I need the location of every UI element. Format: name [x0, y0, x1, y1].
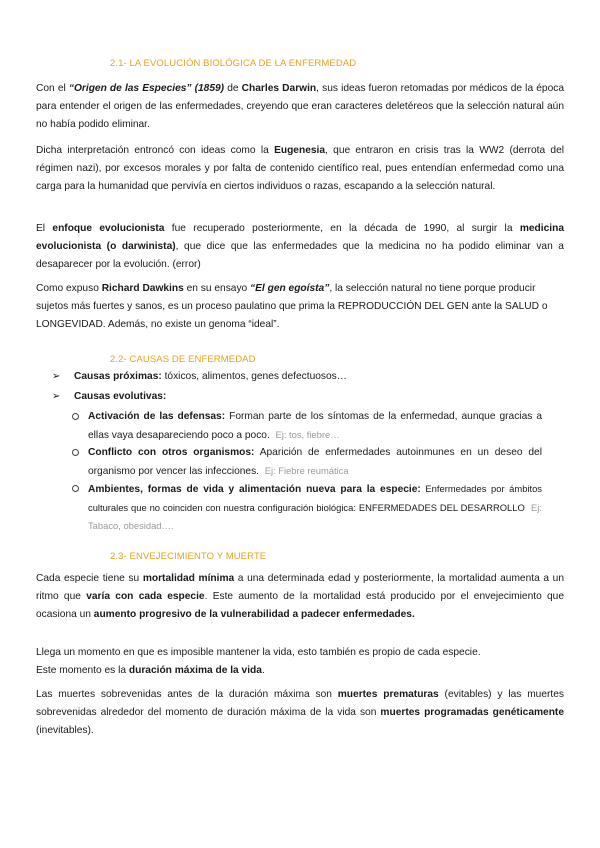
bold-text: muertes programadas genéticamente [380, 707, 564, 718]
text: (evitables) y las muertes sobrevenidas alrededor del momento de duración máxima de la vida son [36, 689, 564, 718]
bold-text: muertes prematuras [337, 689, 439, 700]
bold-text: “El gen egoísta” [250, 283, 330, 294]
text: en su ensayo [183, 283, 251, 294]
bullet-causas-proximas [52, 368, 347, 386]
text: Este momento es la [36, 665, 129, 676]
text: Cada especie tiene su [36, 573, 143, 584]
section-heading-evolucion: 2.1- LA EVOLUCIÓN BIOLÓGICA DE LA ENFERMEDAD [110, 58, 357, 69]
example-text: Ej: Fiebre reumática [264, 464, 349, 476]
bold-text: medicina evolucionista (o darwinista) [36, 223, 564, 252]
bold-text: Ambientes, formas de vida y alimentación nueva para la especie: [88, 484, 421, 495]
bold-text: aumento progresivo de la vulnerabilidad a padecer enfermedades. [93, 609, 415, 620]
bold-text: Charles Darwin [241, 83, 317, 94]
text: Dicha interpretación entroncó con ideas como la [36, 145, 275, 156]
text: , que entraron en crisis tras la WW2 (derrota del régimen nazi), por excesos morales y por falta de contenido científico real, pues entendían enfermedad como una carga para la humanidad que pervivía en ciertos individuos o razas, escapando a la selección natural. [36, 145, 564, 192]
text: , la selección natural no tiene porque producir sujetos más fuertes y sanos, es un proceso paulatino que prima la REPRODUCCIÓN DEL GEN ante la SALUD o LONGEVIDAD. Además, no existe un genoma “ideal”. [36, 283, 548, 330]
text: Enfermedades por ámbitos culturales que no coinciden con nuestra configuración biológica: ENFERMEDADES DEL DESARROLLO [88, 483, 542, 513]
section-heading-envejecimiento: 2.3- ENVEJECIMIENTO Y MUERTE [110, 551, 267, 562]
text: , que dice que las enfermedades que la medicina no ha podido eliminar van a desaparecer por la evolución. (error) [36, 241, 564, 270]
paragraph-duracion-maxima [36, 644, 564, 680]
text: . Este aumento de la mortalidad está producido por el envejecimiento que ocasiona un [36, 591, 565, 620]
bold-text: mortalidad mínima [142, 573, 235, 584]
text: de [224, 83, 242, 94]
bold-text: varía con cada especie [86, 591, 205, 602]
paragraph-enfoque-evolucionista [36, 220, 564, 274]
bold-text: Causas próximas: [74, 371, 162, 382]
bold-text: duración máxima de la vida [128, 665, 262, 676]
sub-item-ambientes [88, 480, 542, 536]
bold-text: Eugenesia [274, 145, 326, 156]
paragraph-mortalidad [36, 570, 564, 624]
text: Llega un momento en que es imposible mantener la vida, esto también es propio de cada especie. [36, 647, 481, 658]
paragraph-muertes [36, 686, 564, 740]
arrow-bullet-icon: ➢ [52, 391, 61, 402]
circle-bullet-icon [72, 485, 79, 492]
text: (inevitables). [36, 725, 94, 736]
paragraph-darwin [36, 80, 564, 134]
text: Las muertes sobrevenidas antes de la duración máxima son [36, 689, 338, 700]
text: , sus ideas fueron retomadas por médicos de la época para entender el origen de las enfermedades, creyendo que eran caracteres deletéreos que la selección natural aún no había podido eliminar. [36, 83, 564, 130]
text: tóxicos, alimentos, genes defectuosos… [161, 371, 347, 382]
bullet-causas-evolutivas [52, 388, 166, 406]
sub-item-conflicto [88, 444, 542, 480]
text: a una determinada edad y posteriormente, la mortalidad aumenta a un ritmo que [36, 573, 564, 602]
bold-text: enfoque evolucionista [52, 223, 165, 234]
bold-text: Conflicto con otros organismos: [88, 447, 255, 458]
arrow-bullet-icon: ➢ [52, 371, 61, 382]
text: Forman parte de los síntomas de la enfermedad, aunque gracias a ellas vaya desapareciendo poco a poco. [88, 411, 542, 441]
circle-bullet-icon [72, 413, 79, 420]
text: Aparición de enfermedades autoinmunes en un deseo del organismo por vencer las infecciones. [88, 447, 542, 477]
sub-item-defensas [88, 408, 542, 444]
bold-text: “Origen de las Especies” (1859) [68, 83, 225, 94]
paragraph-dawkins [36, 280, 556, 334]
text: Como expuso [36, 283, 102, 294]
text: fue recuperado posteriormente, en la década de 1990, al surgir la [164, 223, 520, 234]
example-text: Ej: Tabaco, obesidad…. [88, 501, 542, 531]
text: Con el [36, 83, 69, 94]
example-text: Ej: tos, fiebre… [275, 428, 340, 440]
bold-text: Richard Dawkins [101, 283, 184, 294]
circle-bullet-icon [72, 449, 79, 456]
text: . [261, 665, 265, 676]
paragraph-eugenesia [36, 142, 564, 196]
bold-text: Activación de las defensas: [88, 411, 226, 422]
bold-text: Causas evolutivas: [74, 391, 167, 402]
section-heading-causas: 2.2- CAUSAS DE ENFERMEDAD [110, 354, 256, 365]
text: El [36, 223, 53, 234]
